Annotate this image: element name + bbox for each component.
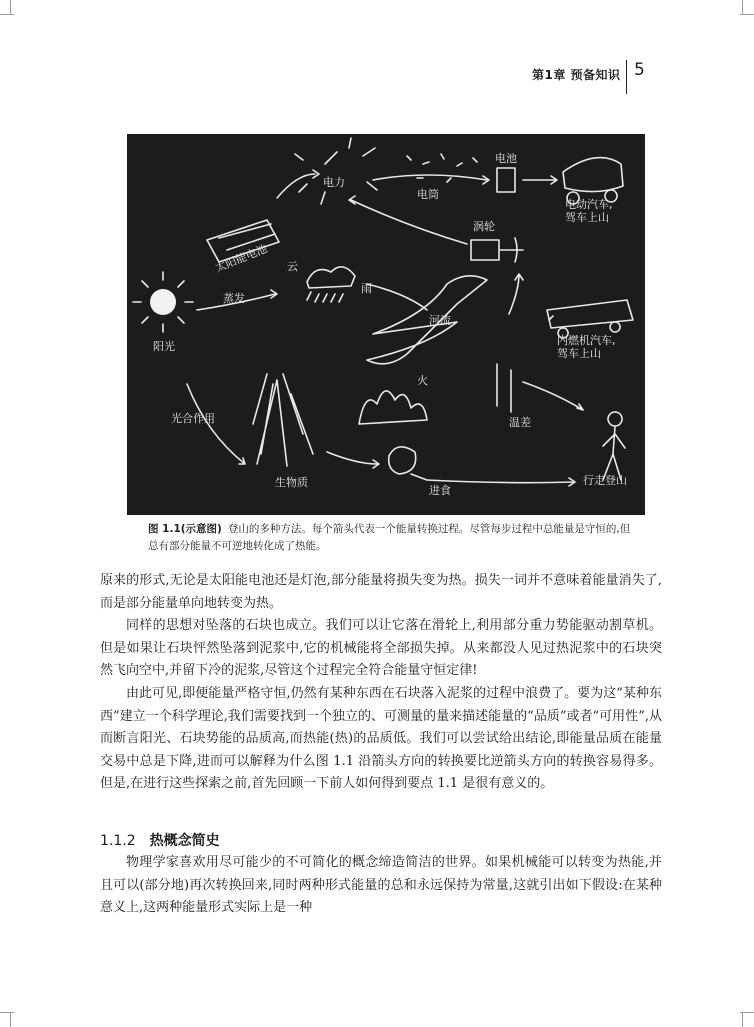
label-electricity: 电力 <box>323 176 345 189</box>
arrow <box>549 316 553 320</box>
label-ice-car-line2: 驾车上山 <box>557 347 601 360</box>
arrow <box>277 170 319 198</box>
section-paragraph: 物理学家喜欢用尽可能少的不可简化的概念缔造简洁的世界。如果机械能可以转变为热能,并且可以(部分地)再次转换回来,同时两种形式能量的总和永远保持为常量,这就引出如下假设:在某种意义上,这两种能量形式实际上是一种 <box>100 855 662 916</box>
ice-car-drawing <box>547 300 633 338</box>
label-biomass: 生物质 <box>275 476 308 489</box>
arrow <box>523 176 557 184</box>
paragraph: 原来的形式,无论是太阳能电池还是灯泡,部分能量将损失变为热。损失一词并不意味着能量消失了,而是部分能量单向地转变为热。 <box>100 573 662 611</box>
paragraph: 同样的思想对坠落的石块也成立。我们可以让它落在滑轮上,利用部分重力势能驱动割草机。但是如果让石块怦然坠落到泥浆中,它的机械能将全部损失掉。从来都没人见过热泥浆中的石块突然飞向空中,并留下冷的泥浆,尽管这个过程完全符合能量守恒定律! <box>100 618 662 679</box>
crop-mark <box>0 1012 14 1013</box>
label-walking: 行走登山 <box>583 474 627 487</box>
label-sunlight: 阳光 <box>153 340 175 353</box>
page-number: 5 <box>634 60 645 80</box>
header-divider <box>626 60 627 94</box>
label-electric-car-line1: 电动汽车, <box>565 198 613 211</box>
running-header: 第1章 预备知识 <box>532 68 621 82</box>
crop-mark <box>10 1013 11 1027</box>
label-solar-cell: 太阳能电池 <box>213 242 270 275</box>
chalk-diagram <box>127 134 645 515</box>
section-title: 热概念简史 <box>149 833 220 849</box>
label-ice-car-line1: 内燃机汽车, <box>557 334 616 347</box>
battery-drawing <box>497 168 515 192</box>
sun-drawing <box>133 272 193 332</box>
crop-mark <box>0 14 14 15</box>
label-eating: 进食 <box>429 484 451 497</box>
caption-text: 登山的多种方法。每个箭头代表一个能量转换过程。尽管每步过程中总能量是守恒的,但总有部分能量不可逆地转化成了热能。 <box>148 523 631 552</box>
electricity-drawing <box>295 138 377 204</box>
crop-mark <box>742 1013 743 1027</box>
label-rain: 雨 <box>361 282 372 295</box>
figure-caption <box>148 521 638 555</box>
label-battery: 电池 <box>495 152 517 165</box>
label-lamp: 电筒 <box>417 188 439 201</box>
cloud-drawing <box>307 267 355 302</box>
thermometer-drawing <box>497 364 511 412</box>
label-evaporation: 蒸发 <box>223 292 245 305</box>
arrow <box>349 196 467 244</box>
arrow <box>509 274 523 314</box>
label-turbine: 涡轮 <box>473 220 495 233</box>
figure-energy-conversion <box>127 134 645 515</box>
crop-mark <box>742 0 743 14</box>
label-river: 河流 <box>429 314 451 327</box>
arrow <box>523 382 583 410</box>
crop-mark <box>10 0 11 14</box>
walking-person-drawing <box>603 412 625 480</box>
label-cloud: 云 <box>287 260 298 273</box>
crop-mark <box>740 1012 754 1013</box>
paragraph: 由此可见,即便能量严格守恒,仍然有某种东西在石块落入泥浆的过程中浪费了。要为这“某种东西”建立一个科学理论,我们需要找到一个独立的、可测量的量来描述能量的“品质”或者“可用性”,从而断言阳光、石块势能的品质高,而热能(热)的品质低。我们可以尝试给出结论,即能量品质在能量交易中总是下降,进而可以解释为什么图 1.1 沿箭头方向的转换要比逆箭头方向的转换容易得多。但是,在进行这些探索之前,首先回顾一下前人如何得到要点 1.1 是很有意义的。 <box>100 685 662 792</box>
label-photosynthesis: 光合作用 <box>171 412 215 425</box>
body-text <box>100 570 662 796</box>
caption-label: 图 1.1(示意图) <box>148 523 222 535</box>
arrow <box>373 175 489 184</box>
arrow <box>367 284 427 310</box>
label-temperature-diff: 温差 <box>509 416 531 429</box>
label-ice-car <box>557 333 619 360</box>
label-fire: 火 <box>417 374 428 387</box>
label-electric-car-line2: 驾车上山 <box>565 211 609 224</box>
section-heading <box>100 830 220 850</box>
label-electric-car <box>565 197 616 224</box>
turbine-drawing <box>471 238 523 262</box>
eating-person-drawing <box>389 447 427 480</box>
biomass-drawing <box>253 374 313 466</box>
crop-mark <box>740 14 754 15</box>
arrow <box>327 452 379 468</box>
fire-drawing <box>359 391 427 424</box>
section-number: 1.1.2 <box>100 833 136 849</box>
